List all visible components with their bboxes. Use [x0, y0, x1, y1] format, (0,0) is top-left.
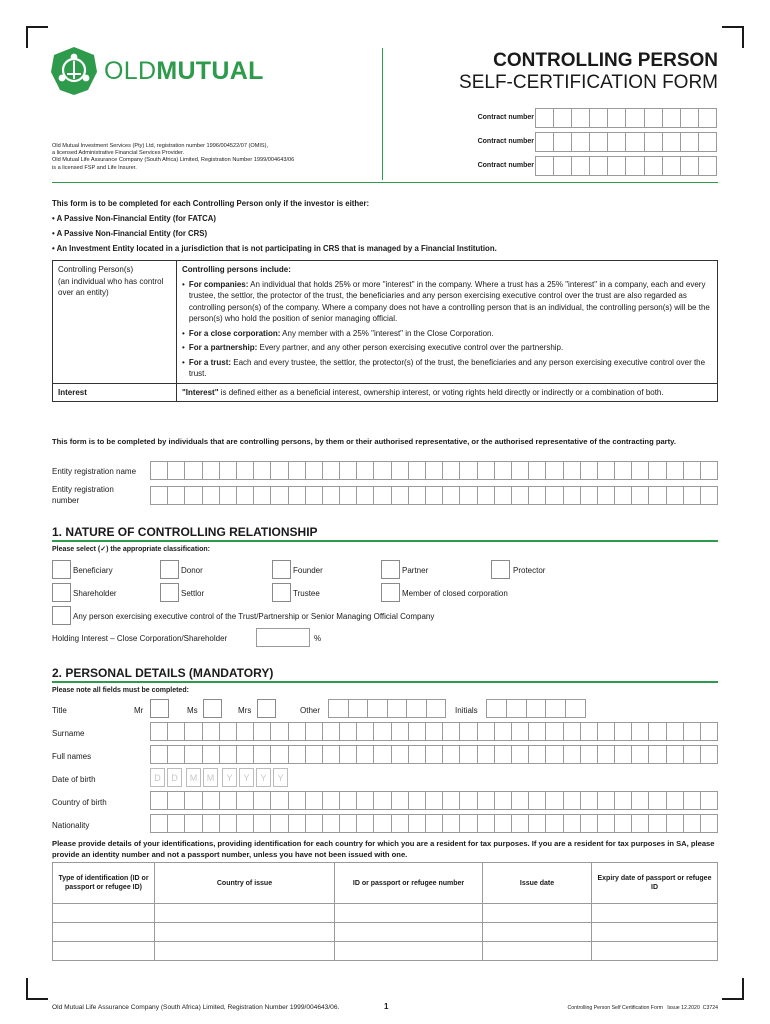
checkbox-member-closed-corporation[interactable]: [381, 583, 400, 602]
title-mr-checkbox[interactable]: [150, 699, 169, 718]
checkbox-settlor[interactable]: [160, 583, 179, 602]
id-cell[interactable]: [155, 942, 335, 961]
section-1-title: 1. NATURE OF CONTROLLING RELATIONSHIP: [52, 525, 318, 539]
logo-text-mutual: MUTUAL: [156, 57, 264, 85]
dob-cell[interactable]: D: [150, 768, 165, 787]
section-2-rule: [52, 681, 718, 683]
id-header-issue-date: Issue date: [483, 863, 592, 904]
surname-label: Surname: [52, 729, 85, 738]
id-header-type: Type of identification (ID or passport or refugee ID): [53, 863, 155, 904]
id-cell[interactable]: [53, 942, 155, 961]
footer-right: Controlling Person Self Certification Form Issue 12.2020 C3724: [567, 1005, 718, 1011]
form-title: [459, 50, 718, 94]
intro-text: [52, 196, 497, 256]
table-row: [53, 904, 718, 923]
identification-table: [52, 862, 718, 961]
contract-number-label-3: Contract number: [477, 162, 534, 169]
id-header-number: ID or passport or refugee number: [335, 863, 483, 904]
form-title-line1: CONTROLLING PERSON: [493, 50, 718, 71]
id-cell[interactable]: [592, 923, 718, 942]
checkbox-shareholder[interactable]: [52, 583, 71, 602]
id-cell[interactable]: [155, 904, 335, 923]
footer-page-number: 1: [384, 1002, 389, 1011]
interest-label: Interest: [53, 383, 177, 402]
dob-cell[interactable]: M: [186, 768, 201, 787]
checkbox-trustee[interactable]: [272, 583, 291, 602]
checkbox-protector[interactable]: [491, 560, 510, 579]
id-cell[interactable]: [335, 904, 483, 923]
option-donor: Donor: [181, 566, 203, 575]
id-cell[interactable]: [53, 923, 155, 942]
identification-note: Please provide details of your identifications, providing identification for each country for which you are a resident for tax purposes. If you are a resident for tax purposes in SA, please provide an identity number and not a passport number, unless you have not been issued with one.: [52, 839, 715, 859]
title-label: Title: [52, 706, 67, 715]
checkbox-founder[interactable]: [272, 560, 291, 579]
crop-mark-top-right: [722, 26, 744, 48]
footer-left: Old Mutual Life Assurance Company (South Africa) Limited, Registration Number 1999/004643/06.: [52, 1004, 340, 1011]
crop-mark-bottom-right: [722, 978, 744, 1000]
table-row: [53, 942, 718, 961]
checkbox-any-person[interactable]: [52, 606, 71, 625]
option-shareholder: Shareholder: [73, 589, 117, 598]
option-any-person: Any person exercising executive control of the Trust/Partnership or Senior Managing Official Company: [73, 612, 435, 621]
entity-number-label: Entity registration number: [52, 485, 114, 505]
dob-cell[interactable]: Y: [239, 768, 254, 787]
company-info-line: is a licensed FSP and Life Insurer.: [52, 164, 137, 171]
full-names-input[interactable]: [150, 745, 718, 764]
completion-note: This form is to be completed by individuals that are controlling persons, by them or their authorised representative, or the authorised representative of the contracting party.: [52, 437, 676, 446]
id-header-country: Country of issue: [155, 863, 335, 904]
title-ms-label: Ms: [187, 706, 198, 715]
checkbox-beneficiary[interactable]: [52, 560, 71, 579]
form-title-line2: SELF-CERTIFICATION FORM: [459, 72, 718, 93]
company-info: [52, 143, 294, 172]
company-info-line: a licensed Administrative Financial Services Provider.: [52, 150, 185, 157]
intro-bullet: • A Passive Non-Financial Entity (for FATCA): [52, 214, 217, 223]
contract-number-input-3[interactable]: [535, 156, 717, 176]
cp-item-companies: • For companies: An individual that holds 25% or more "interest" in the company. Where a trust has a 25% "interest" in a company, each and every trustee, the settlor, the protector of the trust, the beneficiaries and any person exercising executive control over the trust are also regarded as controlling person(s) of the company. Where a company does not have a controlling person that is an individual, the controlling person(s) will be the person(s) who hold the position of senior managing official.: [182, 279, 710, 323]
contract-number-input-2[interactable]: [535, 132, 717, 152]
dob-label: Date of birth: [52, 775, 96, 784]
option-trustee: Trustee: [293, 589, 320, 598]
dob-cell[interactable]: D: [167, 768, 182, 787]
contract-number-input-1[interactable]: [535, 108, 717, 128]
id-cell[interactable]: [592, 942, 718, 961]
section-2-instruction: Please note all fields must be completed:: [52, 687, 189, 694]
entity-number-input[interactable]: [150, 486, 718, 505]
option-member-closed-corporation: Member of closed corporation: [402, 589, 508, 598]
header-rule: [52, 182, 718, 183]
cp-heading: Controlling persons include:: [182, 265, 291, 274]
checkbox-partner[interactable]: [381, 560, 400, 579]
id-cell[interactable]: [483, 904, 592, 923]
option-beneficiary: Beneficiary: [73, 566, 113, 575]
contract-number-label-2: Contract number: [477, 138, 534, 145]
title-mrs-label: Mrs: [238, 706, 252, 715]
title-mr-label: Mr: [134, 706, 144, 715]
crop-mark-top-left: [26, 26, 48, 48]
old-mutual-logo: [50, 46, 264, 96]
crop-mark-bottom-left: [26, 978, 48, 1000]
initials-input[interactable]: [486, 699, 586, 718]
nationality-label: Nationality: [52, 821, 90, 830]
full-names-label: Full names: [52, 752, 92, 761]
cp-item-trust: • For a trust: Each and every trustee, the settlor, the protector(s) of the trust, the beneficiaries and any person exercising executive control over the trust.: [182, 357, 706, 378]
cp-item-partnership: • For a partnership: Every partner, and any other person exercising executive control over the partnership.: [182, 343, 564, 352]
title-ms-checkbox[interactable]: [203, 699, 222, 718]
table-row: [53, 923, 718, 942]
intro-bullet: • An Investment Entity located in a jurisdiction that is not participating in CRS that is managed by a Financial Institution.: [52, 244, 497, 253]
option-partner: Partner: [402, 566, 429, 575]
id-cell[interactable]: [335, 923, 483, 942]
title-mrs-checkbox[interactable]: [257, 699, 276, 718]
dob-cell[interactable]: M: [203, 768, 218, 787]
holding-interest-label: Holding Interest – Close Corporation/Shareholder: [52, 634, 228, 643]
option-protector: Protector: [513, 566, 546, 575]
country-of-birth-input[interactable]: [150, 791, 718, 810]
cp-label: Controlling Person(s): [58, 265, 134, 274]
logo-text-old: OLD: [104, 57, 157, 85]
contract-number-label-1: Contract number: [477, 114, 534, 121]
company-info-line: Old Mutual Investment Services (Pty) Ltd, registration number 1996/004522/07 (OMIS),: [52, 143, 269, 149]
controlling-persons-table: [52, 260, 718, 402]
section-1-rule: [52, 540, 718, 542]
holding-interest-input[interactable]: [256, 628, 310, 647]
header-divider: [382, 48, 383, 180]
option-founder: Founder: [293, 566, 323, 575]
entity-name-input[interactable]: [150, 461, 718, 480]
id-cell[interactable]: [483, 923, 592, 942]
surname-input[interactable]: [150, 722, 718, 741]
intro-lead: This form is to be completed for each Controlling Person only if the investor is either:: [52, 199, 370, 208]
old-mutual-emblem-icon: [50, 46, 98, 96]
country-of-birth-label: Country of birth: [52, 798, 107, 807]
option-settlor: Settlor: [181, 589, 205, 598]
nationality-input[interactable]: [150, 814, 718, 833]
intro-bullet: • A Passive Non-Financial Entity (for CRS): [52, 229, 208, 238]
dob-cell[interactable]: Y: [273, 768, 288, 787]
cp-item-close-corporation: • For a close corporation: Any member with a 25% "interest" in the Close Corporation.: [182, 328, 494, 338]
cp-label-sub: (an individual who has control over an entity): [58, 276, 164, 297]
initials-label: Initials: [455, 706, 478, 715]
interest-definition: "Interest" is defined either as a beneficial interest, ownership interest, or voting rights held directly or indirectly or a combination of both.: [177, 383, 718, 402]
entity-name-label: Entity registration name: [52, 467, 137, 476]
percent-sign: %: [314, 634, 322, 643]
id-cell[interactable]: [53, 904, 155, 923]
company-info-line: Old Mutual Life Assurance Company (South Africa) Limited, Registration Number 1999/004643/06: [52, 157, 295, 164]
section-1-instruction: Please select (✓) the appropriate classification:: [52, 546, 210, 553]
id-cell[interactable]: [335, 942, 483, 961]
id-cell[interactable]: [592, 904, 718, 923]
id-header-expiry-date: Expiry date of passport or refugee ID: [592, 863, 718, 904]
dob-cell[interactable]: Y: [256, 768, 271, 787]
title-other-input[interactable]: [328, 699, 446, 718]
checkbox-donor[interactable]: [160, 560, 179, 579]
id-cell[interactable]: [483, 942, 592, 961]
section-2-title: 2. PERSONAL DETAILS (MANDATORY): [52, 666, 274, 680]
dob-cell[interactable]: Y: [222, 768, 237, 787]
id-cell[interactable]: [155, 923, 335, 942]
title-other-label: Other: [300, 706, 321, 715]
